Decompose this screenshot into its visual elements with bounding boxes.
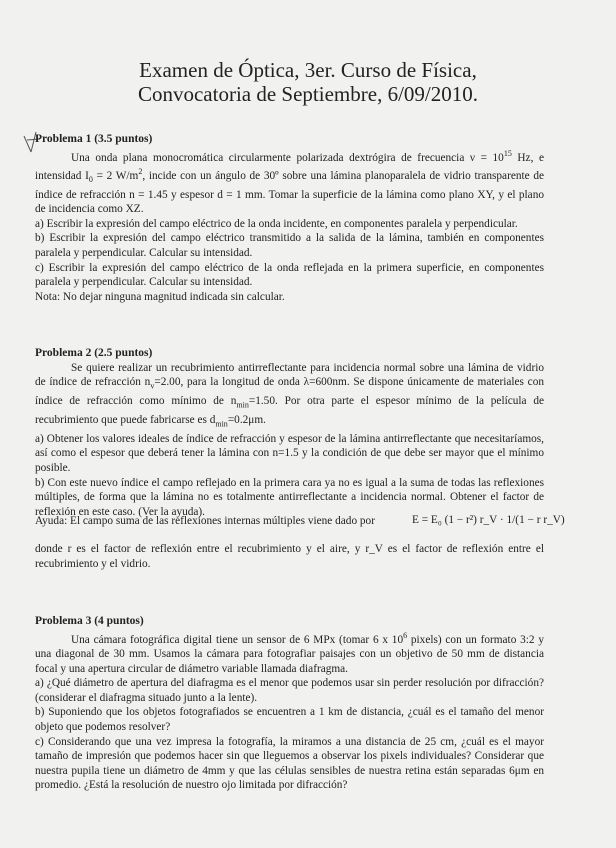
problem-1-statement: Una onda plana monocromática circularmente polarizada dextrógira de frecuencia $\nu = 10^{15}$ Hz, e intensidad $I_0 = 2$ $W/m^2$, incide con un ángulo de 30º sobre una lámina planoparalela de vidrio transparente de índice de refracción n = 1.45 y espesor d = 1 mm. Tomar la superficie de la lámina como plano XY, y el plano de incidencia como XZ. [35, 148, 544, 216]
problem-1 [35, 132, 544, 304]
problem-3-heading: Problema 3 (4 puntos) [35, 615, 144, 627]
problem-3-part-a: a) ¿Qué diámetro de apertura del diafragma es el menor que podemos usar sin perder resolución por difracción? (considerar el diafragma situado junto a la lente). [35, 677, 544, 704]
problem-3-part-c: c) Considerando que una vez impresa la fotografía, la miramos a una distancia de 25 cm, ¿cuál es el mayor tamaño de impresión que podemos hacer sin que lleguemos a observar los pixels individuales? Considerar que nuestra pupila tiene un diámetro de 4mm y que las células sensibles de nuestra retina están separadas 6μm en promedio. ¿Está la resolución de nuestro ojo limitada por difracción? [35, 735, 544, 792]
problem-2-donde [35, 542, 544, 571]
problem-1-part-b: b) Escribir la expresión del campo eléctrico transmitido a la salida de la lámina, también en componentes paralela y perpendicular. Calcular su intensidad. [35, 232, 544, 259]
problem-2 [35, 346, 544, 519]
problem-2-heading: Problema 2 (2.5 puntos) [35, 347, 153, 359]
problem-1-part-a: a) Escribir la expresión del campo eléctrico de la onda incidente, en componentes paralela y perpendicular. [35, 217, 518, 230]
problem-1-part-c: c) Escribir la expresión del campo eléctrico de la onda reflejada en la primera superficie, en componentes paralela y perpendicular. Calcular su intensidad. [35, 261, 544, 289]
problem-2-part-b: b) Con este nuevo índice el campo reflejado en la primera cara ya no es igual a la suma de todas las reflexiones múltiples, de forma que la lámina no es totalmente antirreflectante a incidencia normal. Obtener el factor de reflexión en este caso. (Ver la ayuda). [35, 476, 544, 518]
title-line-2: Convocatoria de Septiembre, 6/09/2010. [137, 82, 478, 106]
title-line-1: Examen de Óptica, 3er. Curso de Física, [139, 58, 477, 82]
problem-3-part-b: b) Suponiendo que los objetos fotografiados se encuentren a 1 km de distancia, ¿cuál es el tamaño del menor objeto que podemos resolver? [35, 706, 544, 733]
problem-2-donde-text: donde r es el factor de reflexión entre el recubrimiento y el aire, y r_V es el factor de reflexión entre el recubrimiento y el vidrio. [35, 543, 544, 570]
problem-1-heading: Problema 1 (3.5 puntos) [35, 133, 153, 145]
problem-1-note: Nota: No dejar ninguna magnitud indicada sin calcular. [35, 290, 285, 303]
exam-title [0, 58, 616, 106]
help-text: Ayuda: El campo suma de las reflexiones internas múltiples viene dado por [35, 515, 375, 527]
problem-2-statement: Se quiere realizar un recubrimiento antirreflectante para incidencia normal sobre una lámina de vidrio de índice de refracción $n_v=2.00$, para la longitud de onda λ=600nm. Se dispone únicamente de materiales con índice de refracción como mínimo de $n_{min}=1.50$. Por otra parte el espesor mínimo de la película de recubrimiento que puede fabricarse es $d_{min}=0.2\mu m$. [35, 361, 544, 429]
problem-3 [35, 614, 544, 793]
help-formula: E = E₀ (1 − r²) r_V · 1/(1 − r r_V) [412, 514, 565, 526]
problem-2-part-a: a) Obtener los valores ideales de índice de refracción y espesor de la lámina antirreflectante que necesitaríamos, así como el espesor que deberá tener la lámina con n=1.5 y la condición de que debe ser mayor que el mínimo posible. [35, 432, 544, 474]
problem-3-statement: Una cámara fotográfica digital tiene un sensor de 6 MPx (tomar 6 x $10^6$ pixels) con un formato 3:2 y una diagonal de 30 mm. Usamos la cámara para fotografiar paisajes con un objetivo de 50 mm de distancia focal y una apertura circular de diámetro variable llamada diafragma. [35, 630, 544, 675]
